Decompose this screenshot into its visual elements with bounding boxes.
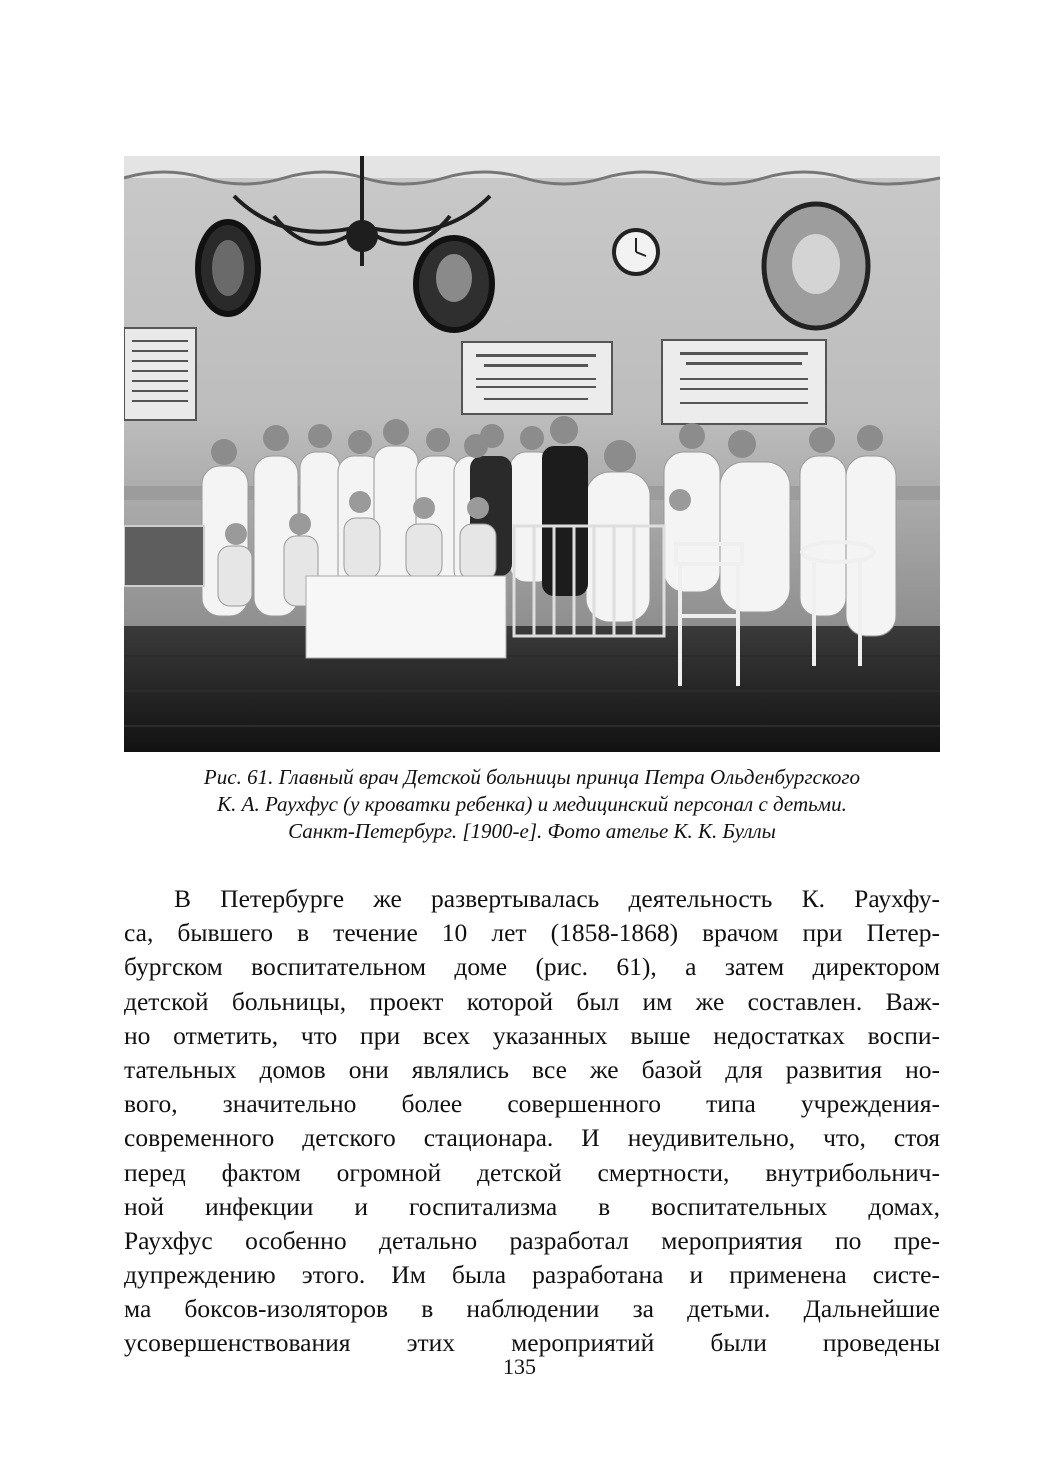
text-line: бургском воспитательном доме (рис. 61), а затем директором — [124, 952, 940, 982]
text-line: перед фактом огромной детской смертности, внутрибольнич- — [124, 1157, 940, 1187]
figure-caption — [100, 764, 964, 845]
text-line: усовершенствования этих мероприятий были проведены — [124, 1328, 940, 1358]
text-line: современного детского стационара. И неудивительно, что, стоя — [124, 1123, 940, 1153]
bed-left — [124, 526, 204, 586]
page-number: 135 — [503, 1354, 536, 1379]
hospital-staff-photo — [124, 156, 940, 752]
table-cloth — [306, 576, 506, 658]
text-line: ной инфекции и госпитализма в воспитательных домах, — [124, 1191, 940, 1221]
floor — [124, 626, 940, 752]
caption-line: К. А. Раухфус (у кроватки ребенка) и медицинский персонал с детьми. — [217, 792, 847, 816]
caption-line: Рис. 61. Главный врач Детской больницы принца Петра Ольденбургского — [203, 765, 861, 789]
text-line: но отметить, что при всех указанных выше недостатках воспи- — [124, 1020, 940, 1050]
text-line: са, бывшего в течение 10 лет (1858-1868) врачом при Петер- — [124, 918, 940, 948]
caption-line: Санкт-Петербург. [1900-е]. Фото ателье К. К. Буллы — [288, 819, 776, 843]
body-paragraph — [124, 882, 940, 1361]
photo-illustration — [124, 156, 940, 752]
text-line: вого, значительно более совершенного типа учреждения- — [124, 1089, 940, 1119]
text-line: детской больницы, проект которой был им же составлен. Важ- — [124, 986, 940, 1016]
text-line: тательных домов они являлись все же базой для развития но- — [124, 1054, 940, 1084]
text-line: ма боксов-изоляторов в наблюдении за детьми. Дальнейшие — [124, 1294, 940, 1324]
text-line: дупреждению этого. Им была разработана и применена систе- — [124, 1260, 940, 1290]
text-line: В Петербурге же развертывалась деятельность К. Раухфу- — [174, 884, 940, 913]
text-line: Раухфус особенно детально разработал мероприятия по пре- — [124, 1225, 940, 1255]
